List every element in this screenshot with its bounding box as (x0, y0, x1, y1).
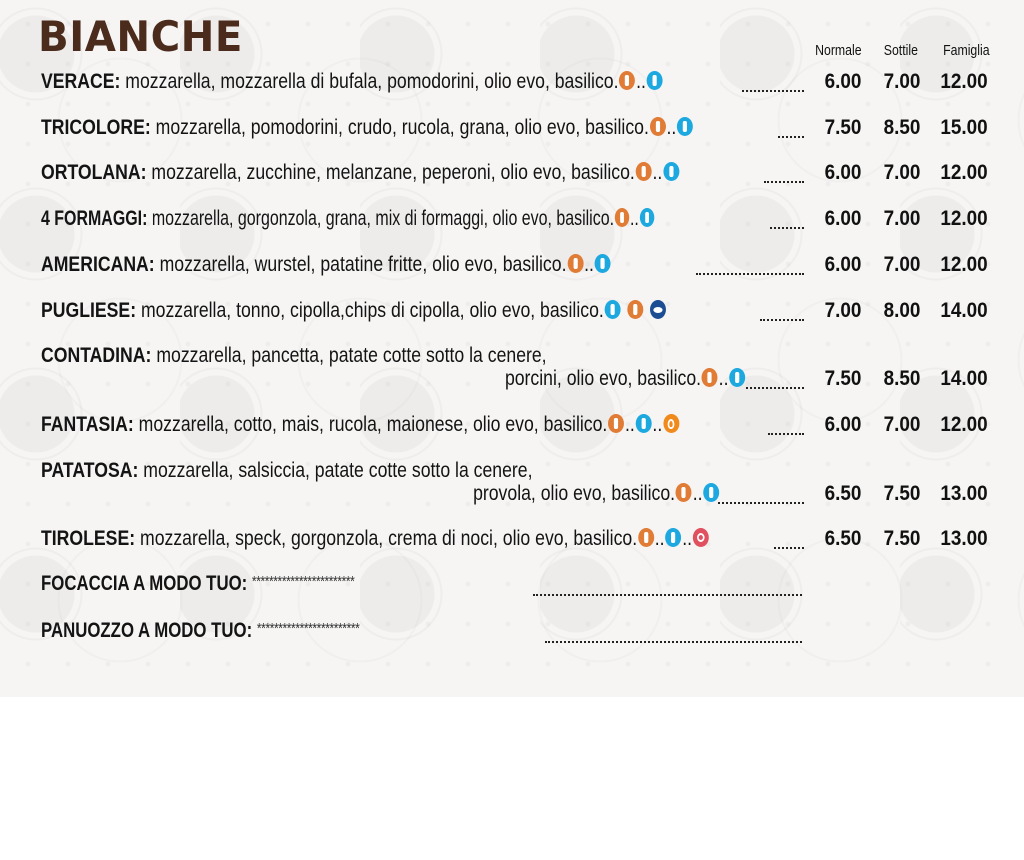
leader-dots (545, 639, 802, 643)
price-famiglia: 12.00 (940, 161, 988, 184)
fish-icon (650, 300, 666, 319)
price-famiglia: 12.00 (940, 413, 988, 436)
column-header-normale: Normale (815, 42, 862, 59)
leader-dots (768, 431, 804, 435)
price-famiglia: 15.00 (940, 116, 988, 139)
price-famiglia: 13.00 (940, 482, 988, 505)
item-name: 4 FORMAGGI: (41, 207, 148, 230)
leader-dots (742, 88, 804, 92)
price-sottile: 7.00 (883, 207, 921, 230)
asterisk-placeholder: ************************ (256, 620, 360, 637)
item-ingredients: mozzarella, cotto, mais, rucola, maionese, olio evo, basilico. (138, 413, 608, 436)
price-sottile: 8.00 (883, 299, 921, 322)
leader-dots (533, 592, 802, 596)
item-name: TRICOLORE: (41, 116, 151, 139)
section-title: BIANCHE (38, 12, 243, 61)
price-sottile: 7.00 (883, 70, 921, 93)
wheat-icon (638, 528, 654, 547)
wheat-icon (702, 368, 718, 387)
item-name: PUGLIESE: (41, 299, 137, 322)
item-name: ORTOLANA: (41, 161, 147, 184)
wheat-icon (615, 208, 629, 227)
price-sottile: 7.50 (883, 482, 921, 505)
item-name: AMERICANA: (41, 253, 155, 276)
item-ingredients: mozzarella, zucchine, melanzane, peperoni, olio evo, basilico. (151, 161, 635, 184)
price-famiglia: 12.00 (940, 207, 988, 230)
item-name: FANTASIA: (41, 413, 134, 436)
item-ingredients-line2: porcini, olio evo, basilico. (504, 367, 701, 390)
column-header-sottile: Sottile (883, 42, 918, 59)
leader-dots (770, 225, 804, 229)
wheat-icon (650, 117, 666, 136)
item-name: TIROLESE: (41, 527, 136, 550)
milk-icon (636, 414, 652, 433)
price-sottile: 7.00 (883, 161, 921, 184)
menu-panel: BIANCHE Normale Sottile Famiglia VERACE: mozzarella, mozzarella di bufala, pomodorini, olio evo, basilico. .. 6.00 7.00 12.00 TRICOLORE: mozzarella, pomodorini, crudo, rucola, grana, olio evo, basilico. .. 7.50 8.50 15.00 ORTOLANA: mozzarella, zucchine, melanzane, peperoni, olio evo, basilico. .. 6.00 7.00 12.00 4 FORMAGGI: mozzarella, gorgonzola, grana, mix di formaggi, olio evo, basilico. .. 6.00 7.00 12.00 AMERICANA: mozzarella, wurstel, patatine fritte, olio evo, basilico. .. 6.00 7.00 12.00 PUGLIESE: mozzarella, tonno, cipolla,chips di cipolla, olio evo, basilico. 7.00 8.00 14.00 CONTADINA: mozzarella, pancetta, patate cotte sotto la cenere, porcini, olio evo, basilico. .. 7.50 8.50 14.00 FANTASIA: mozzarella, cotto, mais, rucola, maionese, olio evo, basilico. .. .. 6.00 7.00 12.00 PATATOSA: mozzarella, salsiccia, patate cotte sotto la cenere, provola, olio evo, basilico. .. 6.50 7.50 13.00 TIROLESE: mozzarella, speck, gorgonzola, crema di noci, olio evo, basilico. .. .. 6.50 7.50 13.00 FOCACCIA A MODO TUO: ************************ PANUOZZO A MODO TUO: ************************ (0, 0, 1024, 697)
price-famiglia: 12.00 (940, 70, 988, 93)
milk-icon (605, 300, 621, 319)
leader-dots (764, 179, 804, 183)
item-ingredients: mozzarella, speck, gorgonzola, crema di noci, olio evo, basilico. (140, 527, 638, 550)
price-sottile: 7.00 (883, 413, 921, 436)
price-famiglia: 14.00 (940, 299, 988, 322)
leader-dots (778, 134, 804, 138)
milk-icon (595, 254, 611, 273)
wheat-icon (676, 483, 692, 502)
wheat-icon (619, 71, 635, 90)
price-normale: 7.50 (824, 116, 862, 139)
price-normale: 6.00 (824, 70, 862, 93)
leader-dots (718, 500, 804, 504)
price-normale: 6.00 (824, 253, 862, 276)
price-sottile: 8.50 (883, 116, 921, 139)
price-famiglia: 13.00 (940, 527, 988, 550)
wheat-icon (636, 162, 652, 181)
price-sottile: 7.00 (883, 253, 921, 276)
item-ingredients: mozzarella, gorgonzola, grana, mix di formaggi, olio evo, basilico. (151, 207, 615, 230)
price-famiglia: 12.00 (940, 253, 988, 276)
item-name: PANUOZZO A MODO TUO: (41, 619, 253, 642)
leader-dots (774, 545, 804, 549)
milk-icon (677, 117, 693, 136)
item-name: VERACE: (41, 70, 121, 93)
leader-dots (760, 317, 804, 321)
item-name: PATATOSA: (41, 459, 139, 482)
asterisk-placeholder: ************************ (251, 573, 355, 590)
item-ingredients: mozzarella, wurstel, patatine fritte, olio evo, basilico. (159, 253, 567, 276)
price-column-headers (0, 42, 1024, 62)
price-normale: 6.50 (824, 482, 862, 505)
egg-icon (663, 414, 679, 433)
item-name: CONTADINA: (41, 344, 152, 367)
milk-icon (640, 208, 654, 227)
item-ingredients: mozzarella, pomodorini, crudo, rucola, grana, olio evo, basilico. (155, 116, 649, 139)
price-famiglia: 14.00 (940, 367, 988, 390)
price-normale: 7.50 (824, 367, 862, 390)
price-normale: 6.00 (824, 161, 862, 184)
milk-icon (647, 71, 663, 90)
milk-icon (663, 162, 679, 181)
wheat-icon (567, 254, 583, 273)
item-ingredients: mozzarella, salsiccia, patate cotte sotto la cenere, (143, 459, 533, 482)
leader-dots (746, 385, 804, 389)
item-ingredients: mozzarella, pancetta, patate cotte sotto la cenere, (156, 344, 547, 367)
price-sottile: 7.50 (883, 527, 921, 550)
price-normale: 7.00 (824, 299, 862, 322)
item-ingredients: mozzarella, tonno, cipolla,chips di cipolla, olio evo, basilico. (140, 299, 604, 322)
price-normale: 6.00 (824, 207, 862, 230)
milk-icon (665, 528, 681, 547)
leader-dots (696, 271, 804, 275)
item-ingredients-line2: provola, olio evo, basilico. (472, 482, 675, 505)
milk-icon (729, 368, 745, 387)
column-header-famiglia: Famiglia (943, 42, 990, 59)
nuts-icon (693, 528, 709, 547)
price-normale: 6.50 (824, 527, 862, 550)
wheat-icon (608, 414, 624, 433)
milk-icon (703, 483, 719, 502)
wheat-icon (627, 300, 643, 319)
price-normale: 6.00 (824, 413, 862, 436)
item-ingredients: mozzarella, mozzarella di bufala, pomodorini, olio evo, basilico. (125, 70, 619, 93)
price-sottile: 8.50 (883, 367, 921, 390)
item-name: FOCACCIA A MODO TUO: (41, 572, 248, 595)
